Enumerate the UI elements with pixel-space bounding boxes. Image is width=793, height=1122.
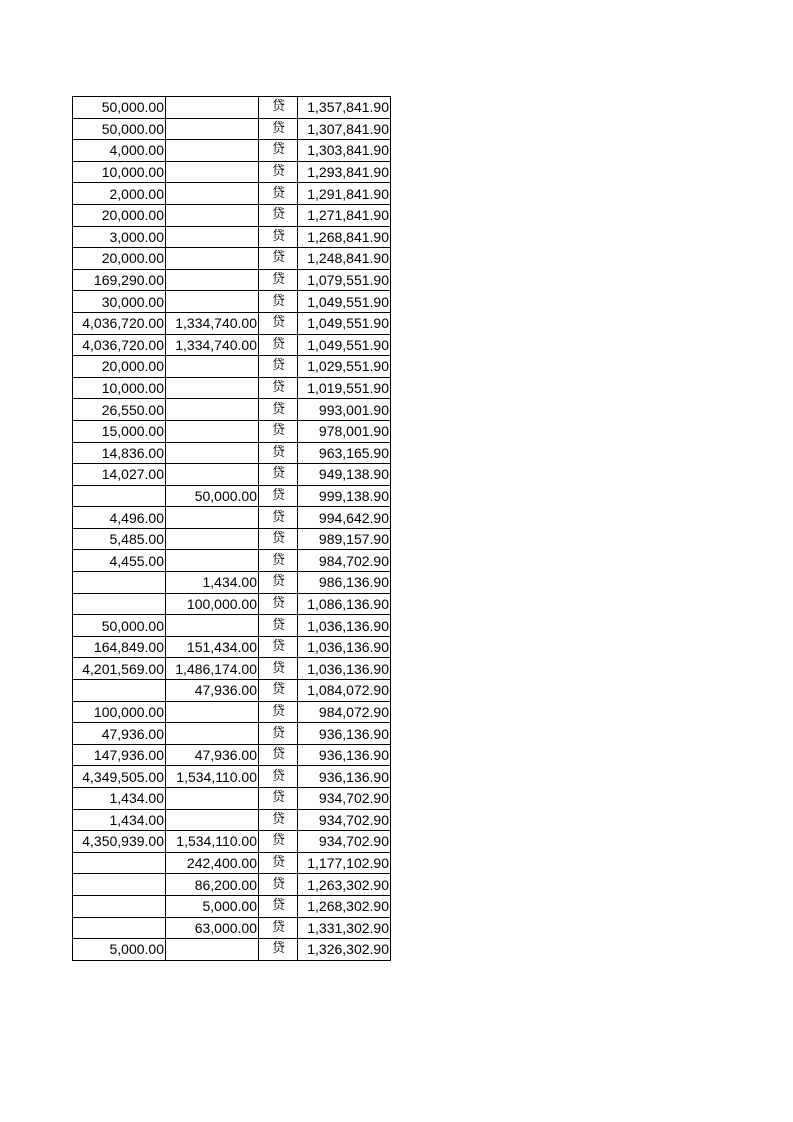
- direction-cell: 贷: [259, 550, 298, 572]
- debit-cell: 4,036,720.00: [73, 312, 166, 334]
- credit-cell: [166, 204, 259, 226]
- balance-cell: 949,138.90: [298, 464, 391, 486]
- credit-cell: [166, 269, 259, 291]
- direction-cell: 贷: [259, 291, 298, 313]
- table-row: [73, 118, 391, 140]
- direction-cell: 贷: [259, 399, 298, 421]
- direction-cell: 贷: [259, 312, 298, 334]
- debit-cell: 164,849.00: [73, 636, 166, 658]
- credit-cell: [166, 356, 259, 378]
- credit-cell: 1,434.00: [166, 572, 259, 594]
- debit-cell: 5,485.00: [73, 528, 166, 550]
- direction-cell: 贷: [259, 744, 298, 766]
- credit-cell: [166, 97, 259, 119]
- ledger-table: [72, 96, 391, 961]
- direction-cell: 贷: [259, 615, 298, 637]
- balance-cell: 1,331,302.90: [298, 917, 391, 939]
- table-row: [73, 226, 391, 248]
- balance-cell: 993,001.90: [298, 399, 391, 421]
- credit-cell: 50,000.00: [166, 485, 259, 507]
- table-row: [73, 636, 391, 658]
- table-row: [73, 528, 391, 550]
- direction-cell: 贷: [259, 874, 298, 896]
- balance-cell: 1,248,841.90: [298, 248, 391, 270]
- table-row: [73, 852, 391, 874]
- table-row: [73, 572, 391, 594]
- direction-cell: 贷: [259, 809, 298, 831]
- table-row: [73, 809, 391, 831]
- table-row: [73, 874, 391, 896]
- direction-cell: 贷: [259, 680, 298, 702]
- balance-cell: 1,029,551.90: [298, 356, 391, 378]
- credit-cell: 86,200.00: [166, 874, 259, 896]
- balance-cell: 934,702.90: [298, 831, 391, 853]
- debit-cell: 4,201,569.00: [73, 658, 166, 680]
- direction-cell: 贷: [259, 161, 298, 183]
- debit-cell: 20,000.00: [73, 204, 166, 226]
- direction-cell: 贷: [259, 442, 298, 464]
- table-row: [73, 291, 391, 313]
- table-row: [73, 269, 391, 291]
- table-row: [73, 917, 391, 939]
- debit-cell: 169,290.00: [73, 269, 166, 291]
- debit-cell: [73, 852, 166, 874]
- balance-cell: 936,136.90: [298, 723, 391, 745]
- debit-cell: 2,000.00: [73, 183, 166, 205]
- direction-cell: 贷: [259, 204, 298, 226]
- direction-cell: 贷: [259, 723, 298, 745]
- credit-cell: [166, 226, 259, 248]
- debit-cell: 100,000.00: [73, 701, 166, 723]
- table-row: [73, 550, 391, 572]
- credit-cell: [166, 701, 259, 723]
- direction-cell: 贷: [259, 766, 298, 788]
- balance-cell: 1,263,302.90: [298, 874, 391, 896]
- balance-cell: 1,049,551.90: [298, 334, 391, 356]
- debit-cell: 4,350,939.00: [73, 831, 166, 853]
- direction-cell: 贷: [259, 636, 298, 658]
- credit-cell: [166, 809, 259, 831]
- credit-cell: [166, 507, 259, 529]
- credit-cell: [166, 118, 259, 140]
- balance-cell: 1,177,102.90: [298, 852, 391, 874]
- direction-cell: 贷: [259, 464, 298, 486]
- debit-cell: 4,000.00: [73, 140, 166, 162]
- direction-cell: 贷: [259, 97, 298, 119]
- balance-cell: 1,036,136.90: [298, 615, 391, 637]
- credit-cell: [166, 248, 259, 270]
- credit-cell: 1,486,174.00: [166, 658, 259, 680]
- direction-cell: 贷: [259, 118, 298, 140]
- table-row: [73, 788, 391, 810]
- credit-cell: 1,334,740.00: [166, 312, 259, 334]
- debit-cell: 1,434.00: [73, 788, 166, 810]
- table-row: [73, 248, 391, 270]
- credit-cell: 151,434.00: [166, 636, 259, 658]
- debit-cell: [73, 895, 166, 917]
- credit-cell: [166, 377, 259, 399]
- table-row: [73, 356, 391, 378]
- table-row: [73, 680, 391, 702]
- balance-cell: 986,136.90: [298, 572, 391, 594]
- balance-cell: 1,357,841.90: [298, 97, 391, 119]
- credit-cell: [166, 420, 259, 442]
- balance-cell: 978,001.90: [298, 420, 391, 442]
- direction-cell: 贷: [259, 939, 298, 961]
- direction-cell: 贷: [259, 356, 298, 378]
- balance-cell: 1,293,841.90: [298, 161, 391, 183]
- debit-cell: 4,496.00: [73, 507, 166, 529]
- direction-cell: 贷: [259, 226, 298, 248]
- debit-cell: 5,000.00: [73, 939, 166, 961]
- direction-cell: 贷: [259, 485, 298, 507]
- balance-cell: 984,072.90: [298, 701, 391, 723]
- table-row: [73, 334, 391, 356]
- balance-cell: 1,084,072.90: [298, 680, 391, 702]
- balance-cell: 1,307,841.90: [298, 118, 391, 140]
- credit-cell: [166, 161, 259, 183]
- debit-cell: 4,455.00: [73, 550, 166, 572]
- balance-cell: 984,702.90: [298, 550, 391, 572]
- balance-cell: 1,291,841.90: [298, 183, 391, 205]
- direction-cell: 贷: [259, 269, 298, 291]
- credit-cell: [166, 723, 259, 745]
- table-row: [73, 593, 391, 615]
- debit-cell: 15,000.00: [73, 420, 166, 442]
- balance-cell: 1,036,136.90: [298, 658, 391, 680]
- debit-cell: 1,434.00: [73, 809, 166, 831]
- credit-cell: [166, 615, 259, 637]
- balance-cell: 1,036,136.90: [298, 636, 391, 658]
- debit-cell: [73, 485, 166, 507]
- credit-cell: 1,534,110.00: [166, 831, 259, 853]
- debit-cell: [73, 917, 166, 939]
- table-row: [73, 464, 391, 486]
- direction-cell: 贷: [259, 788, 298, 810]
- direction-cell: 贷: [259, 377, 298, 399]
- credit-cell: [166, 399, 259, 421]
- balance-cell: 1,049,551.90: [298, 312, 391, 334]
- table-row: [73, 312, 391, 334]
- debit-cell: 4,036,720.00: [73, 334, 166, 356]
- debit-cell: 50,000.00: [73, 118, 166, 140]
- balance-cell: 994,642.90: [298, 507, 391, 529]
- balance-cell: 1,079,551.90: [298, 269, 391, 291]
- balance-cell: 999,138.90: [298, 485, 391, 507]
- credit-cell: [166, 939, 259, 961]
- credit-cell: 47,936.00: [166, 680, 259, 702]
- debit-cell: 3,000.00: [73, 226, 166, 248]
- table-row: [73, 895, 391, 917]
- direction-cell: 贷: [259, 183, 298, 205]
- direction-cell: 贷: [259, 507, 298, 529]
- direction-cell: 贷: [259, 593, 298, 615]
- table-row: [73, 658, 391, 680]
- table-row: [73, 615, 391, 637]
- balance-cell: 936,136.90: [298, 766, 391, 788]
- direction-cell: 贷: [259, 917, 298, 939]
- table-row: [73, 744, 391, 766]
- credit-cell: [166, 528, 259, 550]
- table-row: [73, 204, 391, 226]
- credit-cell: [166, 183, 259, 205]
- ledger-table-body: [73, 97, 391, 961]
- debit-cell: 10,000.00: [73, 377, 166, 399]
- table-row: [73, 831, 391, 853]
- balance-cell: 1,303,841.90: [298, 140, 391, 162]
- debit-cell: 4,349,505.00: [73, 766, 166, 788]
- table-row: [73, 97, 391, 119]
- balance-cell: 934,702.90: [298, 809, 391, 831]
- direction-cell: 贷: [259, 701, 298, 723]
- table-row: [73, 442, 391, 464]
- credit-cell: 63,000.00: [166, 917, 259, 939]
- credit-cell: 1,534,110.00: [166, 766, 259, 788]
- direction-cell: 贷: [259, 895, 298, 917]
- table-row: [73, 140, 391, 162]
- direction-cell: 贷: [259, 140, 298, 162]
- credit-cell: 242,400.00: [166, 852, 259, 874]
- balance-cell: 936,136.90: [298, 744, 391, 766]
- debit-cell: 10,000.00: [73, 161, 166, 183]
- debit-cell: 47,936.00: [73, 723, 166, 745]
- table-row: [73, 399, 391, 421]
- table-row: [73, 723, 391, 745]
- debit-cell: [73, 680, 166, 702]
- credit-cell: [166, 291, 259, 313]
- balance-cell: 1,326,302.90: [298, 939, 391, 961]
- credit-cell: [166, 788, 259, 810]
- debit-cell: 50,000.00: [73, 615, 166, 637]
- table-row: [73, 507, 391, 529]
- balance-cell: 1,086,136.90: [298, 593, 391, 615]
- credit-cell: 100,000.00: [166, 593, 259, 615]
- balance-cell: 1,049,551.90: [298, 291, 391, 313]
- direction-cell: 贷: [259, 572, 298, 594]
- direction-cell: 贷: [259, 334, 298, 356]
- debit-cell: 20,000.00: [73, 248, 166, 270]
- direction-cell: 贷: [259, 528, 298, 550]
- credit-cell: [166, 464, 259, 486]
- debit-cell: [73, 593, 166, 615]
- table-row: [73, 701, 391, 723]
- table-row: [73, 377, 391, 399]
- credit-cell: 5,000.00: [166, 895, 259, 917]
- balance-cell: 934,702.90: [298, 788, 391, 810]
- credit-cell: [166, 140, 259, 162]
- debit-cell: 14,836.00: [73, 442, 166, 464]
- debit-cell: 147,936.00: [73, 744, 166, 766]
- direction-cell: 贷: [259, 658, 298, 680]
- table-row: [73, 939, 391, 961]
- direction-cell: 贷: [259, 420, 298, 442]
- table-row: [73, 420, 391, 442]
- table-row: [73, 766, 391, 788]
- direction-cell: 贷: [259, 852, 298, 874]
- debit-cell: [73, 874, 166, 896]
- balance-cell: 989,157.90: [298, 528, 391, 550]
- debit-cell: 14,027.00: [73, 464, 166, 486]
- balance-cell: 963,165.90: [298, 442, 391, 464]
- credit-cell: [166, 550, 259, 572]
- debit-cell: 30,000.00: [73, 291, 166, 313]
- debit-cell: 50,000.00: [73, 97, 166, 119]
- table-row: [73, 161, 391, 183]
- table-row: [73, 485, 391, 507]
- debit-cell: 20,000.00: [73, 356, 166, 378]
- credit-cell: [166, 442, 259, 464]
- credit-cell: 1,334,740.00: [166, 334, 259, 356]
- debit-cell: [73, 572, 166, 594]
- direction-cell: 贷: [259, 831, 298, 853]
- balance-cell: 1,268,841.90: [298, 226, 391, 248]
- table-row: [73, 183, 391, 205]
- debit-cell: 26,550.00: [73, 399, 166, 421]
- credit-cell: 47,936.00: [166, 744, 259, 766]
- balance-cell: 1,019,551.90: [298, 377, 391, 399]
- balance-cell: 1,268,302.90: [298, 895, 391, 917]
- direction-cell: 贷: [259, 248, 298, 270]
- balance-cell: 1,271,841.90: [298, 204, 391, 226]
